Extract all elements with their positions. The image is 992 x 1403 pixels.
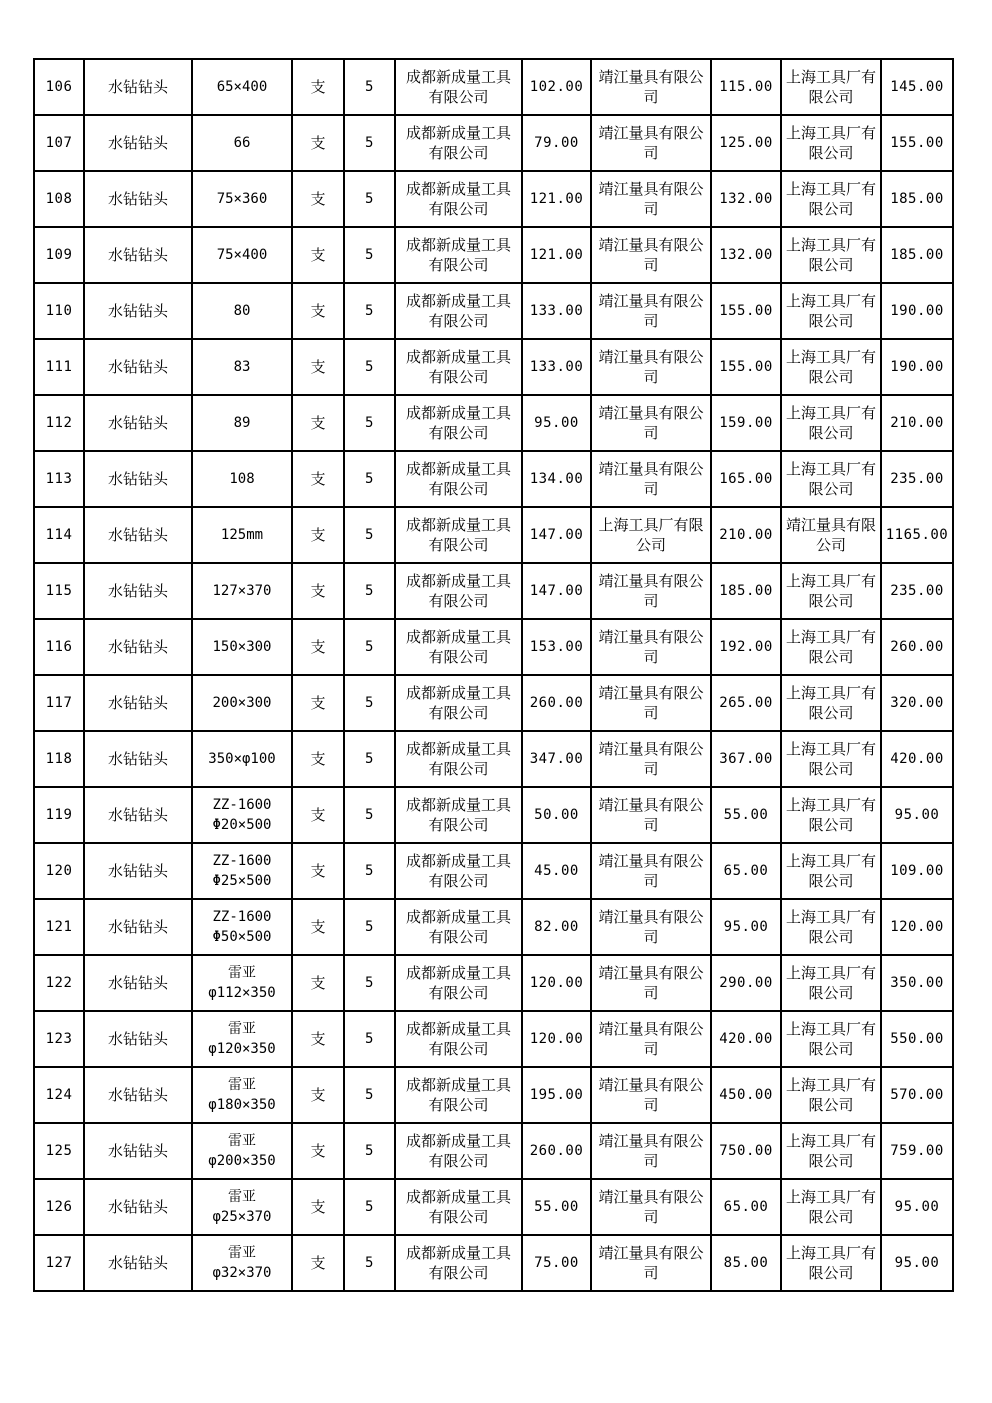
item-number-cell: 119 <box>34 787 84 843</box>
supplier-3-cell: 上海工具厂有限公司 <box>781 451 881 507</box>
price-2-cell: 450.00 <box>711 1067 781 1123</box>
specification-cell: 雷亚 φ32×370 <box>192 1235 292 1291</box>
price-3-cell: 235.00 <box>881 563 953 619</box>
supplier-2-cell: 靖江量具有限公司 <box>591 1011 711 1067</box>
unit-cell: 支 <box>292 59 344 115</box>
supplier-3-cell: 上海工具厂有限公司 <box>781 1235 881 1291</box>
supplier-1-cell: 成都新成量工具有限公司 <box>395 1179 522 1235</box>
price-1-cell: 260.00 <box>522 675 591 731</box>
supplier-2-cell: 靖江量具有限公司 <box>591 563 711 619</box>
supplier-3-cell: 上海工具厂有限公司 <box>781 1067 881 1123</box>
price-3-cell: 185.00 <box>881 171 953 227</box>
supplier-3-cell: 上海工具厂有限公司 <box>781 899 881 955</box>
item-number-cell: 116 <box>34 619 84 675</box>
item-name-cell: 水钻钻头 <box>84 1123 192 1179</box>
unit-cell: 支 <box>292 1067 344 1123</box>
supplier-2-cell: 靖江量具有限公司 <box>591 1235 711 1291</box>
supplier-3-cell: 上海工具厂有限公司 <box>781 619 881 675</box>
item-number-cell: 112 <box>34 395 84 451</box>
table-row <box>34 563 953 619</box>
table-row <box>34 59 953 115</box>
supplier-1-cell: 成都新成量工具有限公司 <box>395 619 522 675</box>
unit-cell: 支 <box>292 339 344 395</box>
supplier-1-cell: 成都新成量工具有限公司 <box>395 59 522 115</box>
price-1-cell: 121.00 <box>522 227 591 283</box>
item-number-cell: 118 <box>34 731 84 787</box>
item-name-cell: 水钻钻头 <box>84 171 192 227</box>
price-1-cell: 195.00 <box>522 1067 591 1123</box>
quantity-cell: 5 <box>344 675 395 731</box>
quantity-cell: 5 <box>344 955 395 1011</box>
supplier-1-cell: 成都新成量工具有限公司 <box>395 563 522 619</box>
supplier-2-cell: 靖江量具有限公司 <box>591 787 711 843</box>
supplier-2-cell: 靖江量具有限公司 <box>591 1179 711 1235</box>
item-name-cell: 水钻钻头 <box>84 451 192 507</box>
specification-cell: ZZ-1600 Φ50×500 <box>192 899 292 955</box>
supplier-3-cell: 上海工具厂有限公司 <box>781 1123 881 1179</box>
quantity-cell: 5 <box>344 171 395 227</box>
unit-cell: 支 <box>292 899 344 955</box>
price-2-cell: 85.00 <box>711 1235 781 1291</box>
price-3-cell: 155.00 <box>881 115 953 171</box>
price-1-cell: 260.00 <box>522 1123 591 1179</box>
price-3-cell: 95.00 <box>881 787 953 843</box>
table-row <box>34 955 953 1011</box>
item-name-cell: 水钻钻头 <box>84 1179 192 1235</box>
quantity-cell: 5 <box>344 395 395 451</box>
table-row <box>34 451 953 507</box>
price-2-cell: 185.00 <box>711 563 781 619</box>
item-name-cell: 水钻钻头 <box>84 899 192 955</box>
supplier-2-cell: 靖江量具有限公司 <box>591 283 711 339</box>
specification-cell: 雷亚 φ120×350 <box>192 1011 292 1067</box>
unit-cell: 支 <box>292 1235 344 1291</box>
specification-cell: 66 <box>192 115 292 171</box>
price-2-cell: 750.00 <box>711 1123 781 1179</box>
supplier-3-cell: 上海工具厂有限公司 <box>781 395 881 451</box>
supplier-1-cell: 成都新成量工具有限公司 <box>395 451 522 507</box>
specification-cell: 80 <box>192 283 292 339</box>
item-number-cell: 108 <box>34 171 84 227</box>
price-1-cell: 147.00 <box>522 563 591 619</box>
unit-cell: 支 <box>292 227 344 283</box>
supplier-1-cell: 成都新成量工具有限公司 <box>395 1123 522 1179</box>
price-2-cell: 155.00 <box>711 283 781 339</box>
supplier-2-cell: 靖江量具有限公司 <box>591 395 711 451</box>
item-number-cell: 123 <box>34 1011 84 1067</box>
specification-cell: 雷亚 φ180×350 <box>192 1067 292 1123</box>
price-2-cell: 159.00 <box>711 395 781 451</box>
specification-cell: 65×400 <box>192 59 292 115</box>
unit-cell: 支 <box>292 563 344 619</box>
item-number-cell: 115 <box>34 563 84 619</box>
quantity-cell: 5 <box>344 507 395 563</box>
item-name-cell: 水钻钻头 <box>84 955 192 1011</box>
unit-cell: 支 <box>292 1011 344 1067</box>
supplier-1-cell: 成都新成量工具有限公司 <box>395 899 522 955</box>
price-2-cell: 132.00 <box>711 227 781 283</box>
quantity-cell: 5 <box>344 1067 395 1123</box>
item-number-cell: 109 <box>34 227 84 283</box>
supplier-3-cell: 上海工具厂有限公司 <box>781 339 881 395</box>
item-number-cell: 122 <box>34 955 84 1011</box>
table-row <box>34 395 953 451</box>
quantity-cell: 5 <box>344 1011 395 1067</box>
table-row <box>34 1179 953 1235</box>
supplier-3-cell: 上海工具厂有限公司 <box>781 1179 881 1235</box>
item-number-cell: 114 <box>34 507 84 563</box>
supplier-1-cell: 成都新成量工具有限公司 <box>395 955 522 1011</box>
supplier-3-cell: 上海工具厂有限公司 <box>781 227 881 283</box>
quantity-cell: 5 <box>344 451 395 507</box>
price-3-cell: 190.00 <box>881 339 953 395</box>
item-number-cell: 125 <box>34 1123 84 1179</box>
supplier-3-cell: 上海工具厂有限公司 <box>781 955 881 1011</box>
unit-cell: 支 <box>292 115 344 171</box>
price-3-cell: 235.00 <box>881 451 953 507</box>
price-3-cell: 350.00 <box>881 955 953 1011</box>
unit-cell: 支 <box>292 1123 344 1179</box>
supplier-1-cell: 成都新成量工具有限公司 <box>395 787 522 843</box>
table-row <box>34 339 953 395</box>
specification-cell: 150×300 <box>192 619 292 675</box>
quantity-cell: 5 <box>344 899 395 955</box>
price-1-cell: 102.00 <box>522 59 591 115</box>
unit-cell: 支 <box>292 787 344 843</box>
supplier-3-cell: 上海工具厂有限公司 <box>781 283 881 339</box>
item-number-cell: 124 <box>34 1067 84 1123</box>
price-3-cell: 570.00 <box>881 1067 953 1123</box>
quantity-cell: 5 <box>344 115 395 171</box>
price-2-cell: 165.00 <box>711 451 781 507</box>
item-name-cell: 水钻钻头 <box>84 1235 192 1291</box>
item-name-cell: 水钻钻头 <box>84 619 192 675</box>
price-3-cell: 95.00 <box>881 1179 953 1235</box>
item-name-cell: 水钻钻头 <box>84 1067 192 1123</box>
unit-cell: 支 <box>292 171 344 227</box>
table-row <box>34 1011 953 1067</box>
price-3-cell: 95.00 <box>881 1235 953 1291</box>
price-3-cell: 145.00 <box>881 59 953 115</box>
quantity-cell: 5 <box>344 1235 395 1291</box>
price-2-cell: 125.00 <box>711 115 781 171</box>
table-row <box>34 899 953 955</box>
supplier-2-cell: 靖江量具有限公司 <box>591 339 711 395</box>
quantity-cell: 5 <box>344 227 395 283</box>
price-2-cell: 192.00 <box>711 619 781 675</box>
unit-cell: 支 <box>292 1179 344 1235</box>
price-3-cell: 320.00 <box>881 675 953 731</box>
price-1-cell: 121.00 <box>522 171 591 227</box>
unit-cell: 支 <box>292 451 344 507</box>
supplier-1-cell: 成都新成量工具有限公司 <box>395 115 522 171</box>
supplier-3-cell: 上海工具厂有限公司 <box>781 731 881 787</box>
price-2-cell: 367.00 <box>711 731 781 787</box>
supplier-2-cell: 靖江量具有限公司 <box>591 227 711 283</box>
supplier-1-cell: 成都新成量工具有限公司 <box>395 395 522 451</box>
price-2-cell: 55.00 <box>711 787 781 843</box>
supplier-3-cell: 上海工具厂有限公司 <box>781 115 881 171</box>
unit-cell: 支 <box>292 619 344 675</box>
supplier-2-cell: 靖江量具有限公司 <box>591 115 711 171</box>
supplier-2-cell: 靖江量具有限公司 <box>591 59 711 115</box>
price-1-cell: 75.00 <box>522 1235 591 1291</box>
price-2-cell: 420.00 <box>711 1011 781 1067</box>
price-3-cell: 190.00 <box>881 283 953 339</box>
price-2-cell: 290.00 <box>711 955 781 1011</box>
price-3-cell: 120.00 <box>881 899 953 955</box>
price-1-cell: 134.00 <box>522 451 591 507</box>
table-row <box>34 171 953 227</box>
price-1-cell: 82.00 <box>522 899 591 955</box>
price-1-cell: 133.00 <box>522 283 591 339</box>
price-3-cell: 210.00 <box>881 395 953 451</box>
quantity-cell: 5 <box>344 731 395 787</box>
item-number-cell: 110 <box>34 283 84 339</box>
quantity-cell: 5 <box>344 563 395 619</box>
price-2-cell: 65.00 <box>711 843 781 899</box>
item-name-cell: 水钻钻头 <box>84 115 192 171</box>
supplier-2-cell: 靖江量具有限公司 <box>591 1123 711 1179</box>
price-comparison-table <box>33 58 954 1292</box>
specification-cell: 125mm <box>192 507 292 563</box>
supplier-2-cell: 靖江量具有限公司 <box>591 899 711 955</box>
specification-cell: ZZ-1600 Φ25×500 <box>192 843 292 899</box>
supplier-1-cell: 成都新成量工具有限公司 <box>395 507 522 563</box>
item-name-cell: 水钻钻头 <box>84 227 192 283</box>
supplier-2-cell: 靖江量具有限公司 <box>591 843 711 899</box>
table-row <box>34 507 953 563</box>
price-3-cell: 1165.00 <box>881 507 953 563</box>
supplier-2-cell: 靖江量具有限公司 <box>591 731 711 787</box>
table-body <box>34 59 953 1291</box>
item-name-cell: 水钻钻头 <box>84 787 192 843</box>
price-3-cell: 109.00 <box>881 843 953 899</box>
item-number-cell: 127 <box>34 1235 84 1291</box>
specification-cell: 83 <box>192 339 292 395</box>
specification-cell: 雷亚 φ112×350 <box>192 955 292 1011</box>
supplier-3-cell: 上海工具厂有限公司 <box>781 1011 881 1067</box>
price-2-cell: 132.00 <box>711 171 781 227</box>
table-row <box>34 1067 953 1123</box>
unit-cell: 支 <box>292 731 344 787</box>
supplier-2-cell: 上海工具厂有限公司 <box>591 507 711 563</box>
specification-cell: 75×360 <box>192 171 292 227</box>
table-row <box>34 843 953 899</box>
supplier-1-cell: 成都新成量工具有限公司 <box>395 283 522 339</box>
specification-cell: 127×370 <box>192 563 292 619</box>
supplier-1-cell: 成都新成量工具有限公司 <box>395 1011 522 1067</box>
item-number-cell: 121 <box>34 899 84 955</box>
supplier-3-cell: 上海工具厂有限公司 <box>781 675 881 731</box>
price-1-cell: 347.00 <box>522 731 591 787</box>
supplier-1-cell: 成都新成量工具有限公司 <box>395 1235 522 1291</box>
specification-cell: 雷亚 φ25×370 <box>192 1179 292 1235</box>
supplier-3-cell: 上海工具厂有限公司 <box>781 787 881 843</box>
price-comparison-sheet <box>33 58 952 1292</box>
price-1-cell: 133.00 <box>522 339 591 395</box>
price-1-cell: 45.00 <box>522 843 591 899</box>
price-2-cell: 210.00 <box>711 507 781 563</box>
table-row <box>34 731 953 787</box>
table-row <box>34 1123 953 1179</box>
table-row <box>34 1235 953 1291</box>
price-1-cell: 79.00 <box>522 115 591 171</box>
quantity-cell: 5 <box>344 339 395 395</box>
price-2-cell: 265.00 <box>711 675 781 731</box>
supplier-2-cell: 靖江量具有限公司 <box>591 955 711 1011</box>
supplier-1-cell: 成都新成量工具有限公司 <box>395 171 522 227</box>
specification-cell: 350×φ100 <box>192 731 292 787</box>
item-name-cell: 水钻钻头 <box>84 59 192 115</box>
specification-cell: 75×400 <box>192 227 292 283</box>
item-number-cell: 106 <box>34 59 84 115</box>
price-2-cell: 155.00 <box>711 339 781 395</box>
supplier-3-cell: 上海工具厂有限公司 <box>781 563 881 619</box>
quantity-cell: 5 <box>344 619 395 675</box>
supplier-1-cell: 成都新成量工具有限公司 <box>395 227 522 283</box>
unit-cell: 支 <box>292 395 344 451</box>
item-number-cell: 107 <box>34 115 84 171</box>
item-name-cell: 水钻钻头 <box>84 1011 192 1067</box>
supplier-2-cell: 靖江量具有限公司 <box>591 1067 711 1123</box>
quantity-cell: 5 <box>344 59 395 115</box>
supplier-2-cell: 靖江量具有限公司 <box>591 171 711 227</box>
supplier-1-cell: 成都新成量工具有限公司 <box>395 731 522 787</box>
unit-cell: 支 <box>292 283 344 339</box>
price-1-cell: 147.00 <box>522 507 591 563</box>
item-number-cell: 120 <box>34 843 84 899</box>
supplier-1-cell: 成都新成量工具有限公司 <box>395 843 522 899</box>
item-name-cell: 水钻钻头 <box>84 675 192 731</box>
item-name-cell: 水钻钻头 <box>84 843 192 899</box>
item-name-cell: 水钻钻头 <box>84 563 192 619</box>
item-number-cell: 111 <box>34 339 84 395</box>
specification-cell: 89 <box>192 395 292 451</box>
quantity-cell: 5 <box>344 1123 395 1179</box>
unit-cell: 支 <box>292 843 344 899</box>
price-3-cell: 260.00 <box>881 619 953 675</box>
quantity-cell: 5 <box>344 787 395 843</box>
table-row <box>34 787 953 843</box>
price-1-cell: 95.00 <box>522 395 591 451</box>
price-1-cell: 50.00 <box>522 787 591 843</box>
item-name-cell: 水钻钻头 <box>84 395 192 451</box>
table-row <box>34 675 953 731</box>
supplier-3-cell: 上海工具厂有限公司 <box>781 843 881 899</box>
price-1-cell: 153.00 <box>522 619 591 675</box>
item-number-cell: 126 <box>34 1179 84 1235</box>
table-row <box>34 227 953 283</box>
unit-cell: 支 <box>292 955 344 1011</box>
supplier-2-cell: 靖江量具有限公司 <box>591 619 711 675</box>
supplier-3-cell: 靖江量具有限公司 <box>781 507 881 563</box>
table-row <box>34 283 953 339</box>
specification-cell: 108 <box>192 451 292 507</box>
supplier-1-cell: 成都新成量工具有限公司 <box>395 1067 522 1123</box>
specification-cell: 200×300 <box>192 675 292 731</box>
supplier-2-cell: 靖江量具有限公司 <box>591 451 711 507</box>
item-number-cell: 113 <box>34 451 84 507</box>
supplier-3-cell: 上海工具厂有限公司 <box>781 171 881 227</box>
item-name-cell: 水钻钻头 <box>84 339 192 395</box>
item-name-cell: 水钻钻头 <box>84 283 192 339</box>
price-1-cell: 55.00 <box>522 1179 591 1235</box>
price-3-cell: 185.00 <box>881 227 953 283</box>
supplier-3-cell: 上海工具厂有限公司 <box>781 59 881 115</box>
price-2-cell: 95.00 <box>711 899 781 955</box>
specification-cell: 雷亚 φ200×350 <box>192 1123 292 1179</box>
item-name-cell: 水钻钻头 <box>84 507 192 563</box>
specification-cell: ZZ-1600 Φ20×500 <box>192 787 292 843</box>
price-2-cell: 65.00 <box>711 1179 781 1235</box>
price-3-cell: 550.00 <box>881 1011 953 1067</box>
quantity-cell: 5 <box>344 283 395 339</box>
unit-cell: 支 <box>292 675 344 731</box>
price-1-cell: 120.00 <box>522 1011 591 1067</box>
item-number-cell: 117 <box>34 675 84 731</box>
price-1-cell: 120.00 <box>522 955 591 1011</box>
supplier-2-cell: 靖江量具有限公司 <box>591 675 711 731</box>
price-3-cell: 759.00 <box>881 1123 953 1179</box>
unit-cell: 支 <box>292 507 344 563</box>
table-row <box>34 619 953 675</box>
quantity-cell: 5 <box>344 843 395 899</box>
price-2-cell: 115.00 <box>711 59 781 115</box>
supplier-1-cell: 成都新成量工具有限公司 <box>395 339 522 395</box>
supplier-1-cell: 成都新成量工具有限公司 <box>395 675 522 731</box>
price-3-cell: 420.00 <box>881 731 953 787</box>
item-name-cell: 水钻钻头 <box>84 731 192 787</box>
quantity-cell: 5 <box>344 1179 395 1235</box>
table-row <box>34 115 953 171</box>
